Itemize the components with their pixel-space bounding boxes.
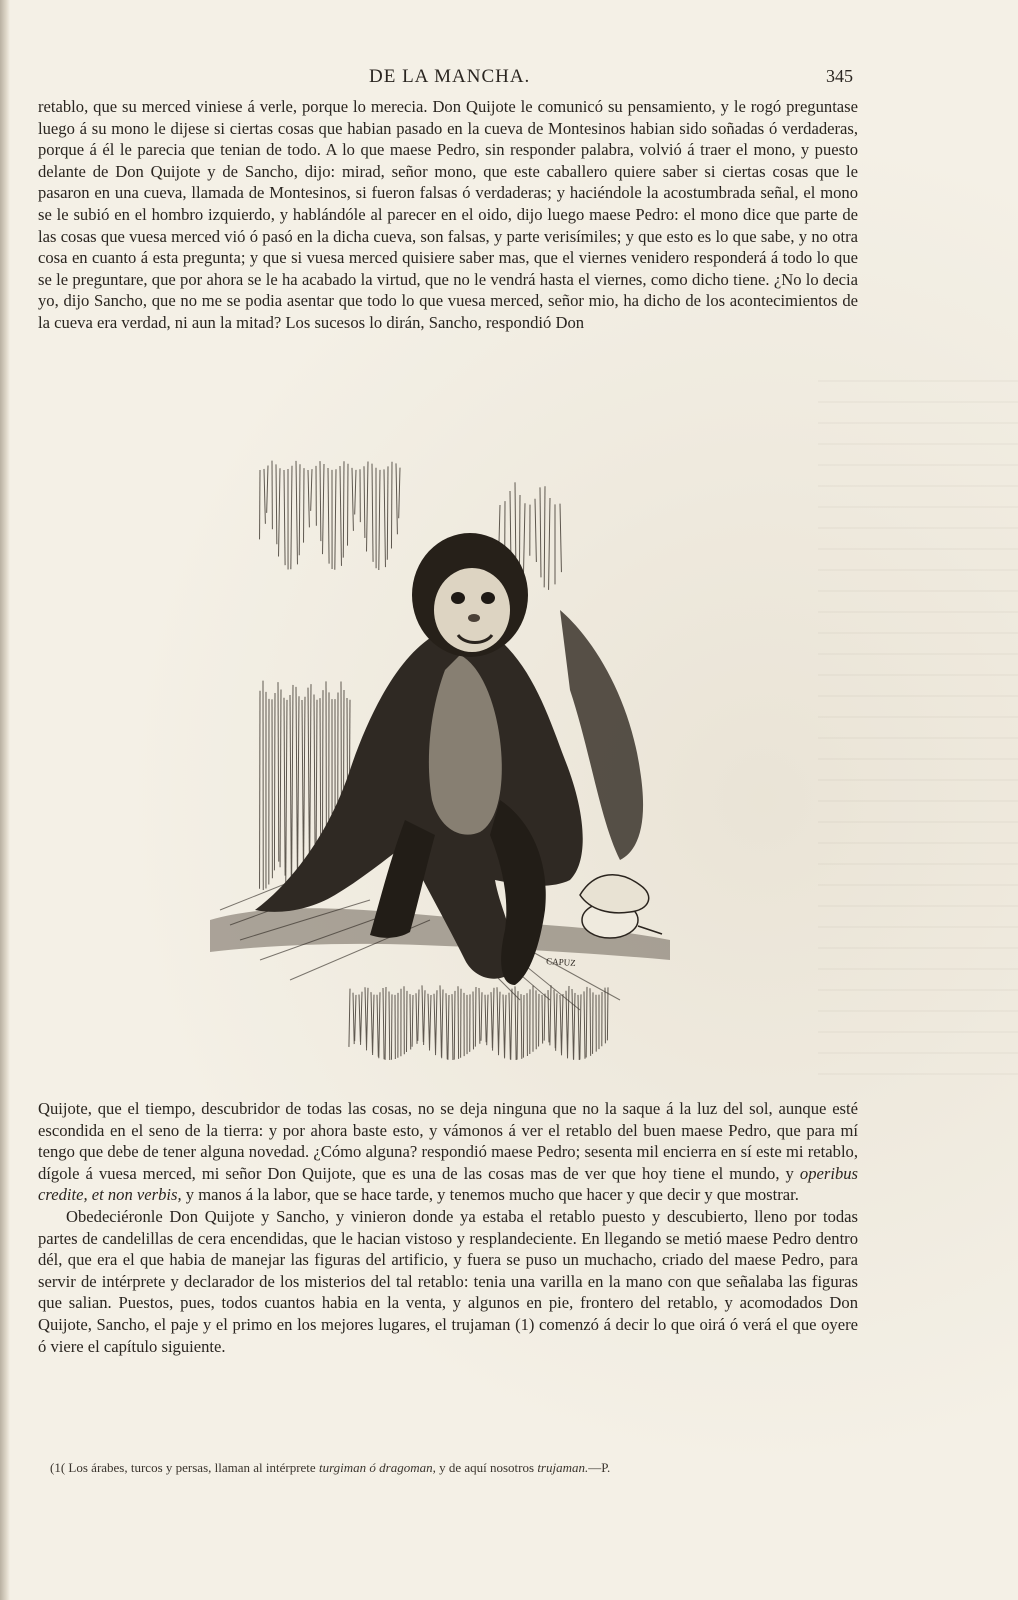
hatch-line bbox=[361, 992, 362, 1045]
monkey-face bbox=[434, 568, 510, 652]
footnote-term: trujaman. bbox=[537, 1460, 589, 1475]
hatch-line bbox=[379, 992, 380, 1058]
hatch-line bbox=[607, 987, 608, 1040]
hatch-line bbox=[430, 995, 431, 1051]
hatch-line bbox=[320, 461, 321, 541]
hatch-line bbox=[364, 466, 365, 538]
hatch-line bbox=[416, 993, 417, 1044]
hatch-line bbox=[267, 466, 268, 513]
hatch-line bbox=[278, 682, 279, 861]
hatch-line bbox=[544, 994, 545, 1041]
hatch-line bbox=[373, 995, 374, 1055]
hatch-line bbox=[428, 994, 429, 1048]
hatch-line bbox=[485, 995, 486, 1043]
hatch-line bbox=[292, 685, 293, 890]
hatch-line bbox=[372, 464, 373, 562]
hatch-line bbox=[424, 990, 425, 1045]
hatch-line bbox=[487, 995, 488, 1046]
hatch-line bbox=[580, 994, 581, 1059]
hatch-line bbox=[371, 992, 372, 1053]
engraver-signature: CAPUZ bbox=[545, 956, 577, 969]
hatch-line bbox=[568, 986, 569, 1058]
hatch-line bbox=[355, 470, 356, 515]
hatch-line bbox=[280, 689, 281, 867]
hatch-line bbox=[550, 985, 551, 1045]
nose bbox=[468, 614, 480, 622]
hatch-line bbox=[323, 464, 324, 554]
hatch-line bbox=[554, 990, 555, 1048]
hatch-line bbox=[377, 995, 378, 1057]
hatch-line bbox=[274, 693, 275, 870]
footnote bbox=[50, 1459, 870, 1477]
hatch-line bbox=[308, 470, 309, 527]
hatch-line bbox=[440, 985, 441, 1056]
hatch-line bbox=[505, 995, 506, 1059]
hatch-line bbox=[406, 991, 407, 1052]
hatch-line bbox=[304, 697, 305, 875]
hatch-line bbox=[491, 992, 492, 1048]
hatch-line bbox=[556, 993, 557, 1050]
hatch-line bbox=[410, 994, 411, 1049]
hatch-line bbox=[298, 696, 299, 886]
hatch-line bbox=[276, 464, 277, 544]
hatch-line bbox=[384, 469, 385, 567]
monkey-engraving bbox=[200, 440, 680, 1080]
turnip-icon bbox=[580, 875, 662, 938]
hatch-line bbox=[340, 466, 341, 566]
hatch-line bbox=[511, 989, 512, 1060]
hatch-line bbox=[560, 995, 561, 1053]
hatch-line bbox=[355, 995, 356, 1041]
hatch-line bbox=[452, 994, 453, 1060]
hatch-line bbox=[387, 466, 388, 559]
hatch-line bbox=[549, 498, 550, 590]
hatch-line bbox=[442, 990, 443, 1059]
hatch-line bbox=[379, 470, 380, 570]
hatch-line bbox=[385, 987, 386, 1060]
hatch-line bbox=[352, 468, 353, 531]
hatch-line bbox=[497, 987, 498, 1053]
paragraph: retablo, que su merced viniese á verle, porque lo merecia. Don Quijote le comunicó su pensamiento, y le rogó preguntase luego á su mono le dijese si ciertas cosas que habian pasado en la cueva de Montesinos habian sido soñadas ó verdaderas, porque á él le parecia que tenian de todo. A lo que maese Pedro, sin responder palabra, volvió á traer el mono, y puesto delante de Don Quijote y de Sancho, dijo: mirad, señor mono, que este caballero quiere saber si ciertas cosas que le pasaron en una cueva, llamada de Montesinos, si fueron falsas ó verdaderas; y haciéndole la acostumbrada señal, el mono se le subió en el hombro izquierdo, y hablándóle al parecer en el oido, dijo luego maese Pedro: el mono dice que parte de las cosas que vuesa merced vió ó pasó en la dicha cueva, son falsas, y parte verisímiles; y que esto es lo que sabe, y no otra cosa en cuanto á esta pregunta; y que si vuesa merced quisiere saber mas, que el viernes venidero responderá á todo lo que se le preguntare, que por ahora se le ha acabado la virtud, que no le vendrá hasta el viernes, como dicho tiene. ¿No lo decia yo, dijo Sancho, que no me se podia asentar que todo lo que vuesa merced, señor mio, ha dicho de los acontecimientos de la cueva era verdad, ni aun la mitad? Los sucesos lo dirán, Sancho, respondió Don bbox=[38, 97, 858, 332]
page-gutter bbox=[0, 0, 10, 1600]
hatch-line bbox=[328, 468, 329, 564]
latin-phrase: operibus credite, et non verbis, bbox=[38, 1163, 858, 1205]
text-run: y manos á la labor, que se hace tarde, y tenemos mucho que hacer y que decir y que mostrar. bbox=[185, 1185, 799, 1205]
hatch-line bbox=[535, 499, 536, 562]
footnote-term: turgiman ó dragoman, bbox=[318, 1460, 436, 1475]
hatch-line bbox=[284, 470, 285, 565]
hatch-line bbox=[446, 993, 447, 1059]
hatch-line bbox=[343, 461, 344, 557]
hatch-line bbox=[523, 995, 524, 1058]
hatch-line bbox=[481, 992, 482, 1040]
hatch-line bbox=[574, 993, 575, 1060]
hatch-line bbox=[264, 469, 265, 524]
hatch-line bbox=[562, 994, 563, 1055]
hatch-line bbox=[291, 466, 292, 570]
footnote-signature: —P. bbox=[588, 1460, 611, 1475]
hatch-line bbox=[544, 486, 545, 587]
running-header bbox=[0, 66, 1018, 90]
hatch-line bbox=[389, 992, 390, 1060]
hatch-line bbox=[434, 994, 435, 1053]
show-through-text bbox=[818, 380, 1018, 1080]
running-title: DE LA MANCHA. bbox=[369, 66, 531, 87]
text-run: Quijote, que el tiempo, descubridor de todas las cosas, no se deja ninguna que no la saque á la luz del sol, aunque esté escondida en el seno de la tierra: y por ahora baste esto, y vámonos á ver el retablo del buen maese Pedro, que para mí tengo que debe de tener alguna novedad. ¿Cómo alguna? respondió maese Pedro; sesenta mil encierra en sí este mi retablo, dígole á vuesa merced, mi señor Don Quijote, que es una de las cosas mas de ver que hoy tiene el mundo, y bbox=[38, 1099, 858, 1183]
hatch-line bbox=[308, 688, 309, 866]
hatch-line bbox=[509, 993, 510, 1060]
hatch-line bbox=[286, 700, 287, 883]
hatch-line bbox=[396, 463, 397, 534]
hatch-line bbox=[517, 991, 518, 1060]
hatch-line bbox=[299, 464, 300, 555]
hatch-line bbox=[347, 464, 348, 546]
body-text-top bbox=[38, 96, 858, 334]
hatch-line bbox=[365, 987, 366, 1047]
hatch-line bbox=[290, 695, 291, 887]
hatch-line bbox=[521, 994, 522, 1059]
hatch-line bbox=[367, 462, 368, 552]
hatch-line bbox=[590, 988, 591, 1056]
page-number: 345 bbox=[826, 66, 853, 86]
hatch-line bbox=[499, 992, 500, 1055]
hatch-line bbox=[383, 988, 384, 1059]
hatch-line bbox=[418, 990, 419, 1041]
hatch-line bbox=[524, 503, 525, 572]
hatch-line bbox=[540, 487, 541, 577]
eye-icon bbox=[451, 592, 465, 604]
hatch-line bbox=[493, 988, 494, 1051]
hatch-line bbox=[542, 995, 543, 1044]
hatch-line bbox=[422, 985, 423, 1042]
hatch-line bbox=[458, 986, 459, 1059]
hatch-line bbox=[399, 468, 400, 519]
hatch-line bbox=[560, 504, 561, 572]
hatch-line bbox=[586, 987, 587, 1058]
hatch-line bbox=[479, 988, 480, 1044]
hatch-line bbox=[349, 989, 350, 1047]
paragraph: Obedeciéronle Don Quijote y Sancho, y vinieron donde ya estaba el retablo puesto y descubierto, lleno por todas partes de candelillas de cera encendidas, que le hacian vistoso y resplandeciente. En llegando se metió maese Pedro dentro dél, que era el que habia de manejar las figuras del artificio, y fuera se puso un muchacho, criado del maese Pedro, para servir de intérprete y declarador de los misterios del tal retablo: tenia una varilla en la mano con que señalaba las figuras que salian. Puestos, pues, todos cuantos habia en la venta, y algunos en pie, frontero del retablo, y acomodados Don Quijote, Sancho, el paje y el primo en los mejores lugares, el trujaman (1) comenzó á decir lo que oirá ó verá el que oyere ó viere el capítulo siguiente. bbox=[38, 1206, 858, 1356]
hatch-line bbox=[454, 991, 455, 1060]
hatch-line bbox=[578, 995, 579, 1060]
hatch-line bbox=[367, 988, 368, 1051]
hatch-line bbox=[359, 994, 360, 1041]
hatch-line bbox=[279, 468, 280, 556]
footnote-text: Los árabes, turcos y persas, llaman al intérprete bbox=[68, 1460, 316, 1475]
hatch-line bbox=[436, 990, 437, 1055]
hatch-line bbox=[310, 684, 311, 863]
eye-icon bbox=[481, 592, 495, 604]
footnote-marker: (1( bbox=[50, 1460, 66, 1475]
hatch-line bbox=[475, 987, 476, 1047]
hatch-line bbox=[391, 994, 392, 1059]
hatch-line bbox=[515, 986, 516, 1060]
body-text-bottom bbox=[38, 1098, 858, 1357]
hatch-line bbox=[284, 698, 285, 876]
hatch-line bbox=[311, 469, 312, 511]
hatch-line bbox=[448, 995, 449, 1060]
hatch-line bbox=[296, 461, 297, 565]
hatch-line bbox=[503, 994, 504, 1056]
hatch-line bbox=[335, 469, 336, 570]
hatch-line bbox=[353, 993, 354, 1044]
hatch-line bbox=[412, 995, 413, 1047]
hatch-line bbox=[572, 989, 573, 1059]
footnote-text: y de aquí nosotros bbox=[439, 1460, 535, 1475]
paragraph bbox=[38, 1098, 858, 1206]
hatch-line bbox=[391, 462, 392, 549]
hatch-line bbox=[584, 991, 585, 1058]
